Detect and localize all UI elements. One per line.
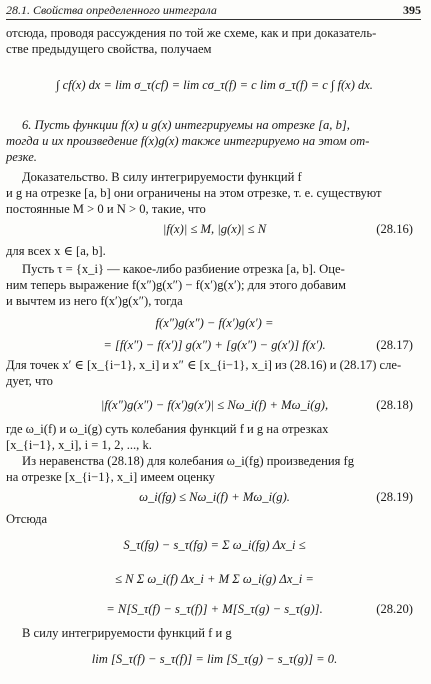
equation — [6, 398, 423, 413]
equation-body: |f(x)| ≤ M, |g(x)| ≤ N — [162, 222, 267, 236]
equation — [6, 602, 423, 617]
equation-body: |f(x″)g(x″) − f(x′)g(x′)| ≤ Nω_i(f) + Mω_i(g), — [100, 398, 329, 412]
text-line: Пусть τ = {x_i} — какое-либо разбиение отрезка [a, b]. Оце- — [22, 262, 345, 276]
equation-number: (28.17) — [376, 338, 413, 352]
section-title: 28.1. Свойства определенного интеграла — [6, 3, 217, 17]
equation-number: (28.19) — [376, 490, 413, 504]
text-line: на отрезке [x_{i−1}, x_i] имеем оценку — [6, 470, 215, 484]
running-header — [6, 3, 421, 20]
text-line: стве предыдущего свойства, получаем — [6, 42, 212, 56]
equation: S_τ(fg) − s_τ(fg) = Σ ω_i(fg) Δx_i ≤ — [123, 538, 306, 552]
equation: ∫ cf(x) dx = lim σ_τ(cf) = lim cσ_τ(f) = c lim σ_τ(f) = c ∫ f(x) dx. — [56, 78, 373, 92]
text-line: Отсюда — [6, 512, 48, 526]
text-line: В силу интегрируемости функций f и g — [22, 626, 232, 640]
text-line: Доказательство. В силу интегрируемости функций f — [22, 170, 302, 184]
text-line: постоянные M > 0 и N > 0, такие, что — [6, 202, 206, 216]
equation: ≤ N Σ ω_i(f) Δx_i + M Σ ω_i(g) Δx_i = — [115, 572, 314, 586]
text-line: резке. — [6, 150, 37, 164]
page-number: 395 — [403, 3, 421, 17]
equation: f(x″)g(x″) − f(x′)g(x′) = — [155, 316, 274, 330]
equation-number: (28.16) — [376, 222, 413, 236]
text-line: [x_{i−1}, x_i], i = 1, 2, ..., k. — [6, 438, 152, 452]
text-line: и g на отрезке [a, b] они ограничены на этом отрезке, т. е. существуют — [6, 186, 382, 200]
text-line: для всех x ∈ [a, b]. — [6, 244, 106, 258]
equation-number: (28.20) — [376, 602, 413, 616]
equation — [6, 490, 423, 505]
text-line: Для точек x′ ∈ [x_{i−1}, x_i] и x″ ∈ [x_{i−1}, x_i] из (28.16) и (28.17) сле- — [6, 358, 402, 372]
text-line: отсюда, проводя рассуждения по той же схеме, как и при доказатель- — [6, 26, 377, 40]
equation-body: = [f(x″) − f(x′)] g(x″) + [g(x″) − g(x′)] f(x′). — [103, 338, 326, 352]
equation-body: ω_i(fg) ≤ Nω_i(f) + Mω_i(g). — [139, 490, 290, 504]
text-line: дует, что — [6, 374, 53, 388]
text-line: где ω_i(f) и ω_i(g) суть колебания функций f и g на отрезках — [6, 422, 329, 436]
text-line: Из неравенства (28.18) для колебания ω_i(fg) произведения fg — [22, 454, 355, 468]
text-line: тогда и их произведение f(x)g(x) также интегрируемо на этом от- — [6, 134, 370, 148]
equation — [6, 338, 423, 353]
equation: lim [S_τ(f) − s_τ(f)] = lim [S_τ(g) − s_τ(g)] = 0. — [91, 652, 338, 666]
text-line: ним теперь выражение f(x″)g(x″) − f(x′)g(x′); для этого добавим — [6, 278, 346, 292]
equation — [6, 222, 423, 237]
text-line: и вычтем из него f(x′)g(x″), тогда — [6, 294, 183, 308]
text-line: 6. Пусть функции f(x) и g(x) интегрируемы на отрезке [a, b], — [22, 118, 350, 132]
equation-number: (28.18) — [376, 398, 413, 412]
equation-body: = N[S_τ(f) − s_τ(f)] + M[S_τ(g) − s_τ(g)]. — [106, 602, 323, 616]
